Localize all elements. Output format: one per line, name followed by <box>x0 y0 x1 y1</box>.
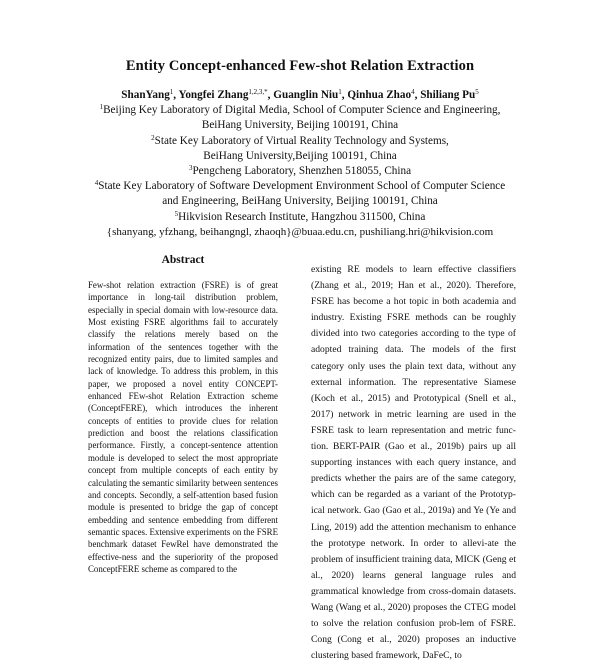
affiliation-text: Hikvision Research Institute, Hangzhou 311500, China <box>178 210 426 223</box>
author-name: ShanYang <box>121 89 170 101</box>
affiliation-text: State Key Laboratory of Virtual Reality Technology and Systems, <box>154 134 449 147</box>
contact-emails: {shanyang, yfzhang, beihangngl, zhaoqh}@buaa.edu.cn, pushiliang.hri@hikvision.com <box>106 225 494 238</box>
affiliation-line <box>0 134 600 149</box>
affiliation-line <box>0 103 600 118</box>
abstract-section <box>88 254 278 575</box>
author-affil-mark: 5 <box>475 88 479 96</box>
affiliation-text: BeiHang University,Beijing 100191, China <box>203 149 397 162</box>
affiliation-text: BeiHang University, Beijing 100191, China <box>201 119 399 132</box>
affiliation-mark: 4 <box>94 179 99 188</box>
abstract-body: Few-shot relation extraction (FSRE) is of great importance in long-tail distribution problem, especially in special domain with low-resource data. Most existing FSRE algorithms fail to accurately classify the relations merely based on the information of the sentences together with the recognized entity pairs, due to limited samples and lack of knowledge. To address this problem, in this paper, we proposed a novel entity CONCEPT-enhanced FEw-shot Relation Extraction scheme (ConceptFERE), which introduces the inherent concepts of entities to provide clues for relation prediction and boost the relations classification performance. Firstly, a concept-sentence attention module is developed to select the most appropriate concept from multiple concepts of each entity by calculating the semantic similarity between sentences and concepts. Secondly, a self-attention based fusion module is presented to bridge the gap of concept embedding and sentence embedding from different semantic spaces. Extensive experiments on the FSRE benchmark dataset FewRel have demonstrated the effective-ness and the superiority of the proposed ConceptFERE scheme as compared to the <box>88 280 279 574</box>
author-list: ShanYang$^1$, Yongfei Zhang$^{1,2,3,*}$, Guanglin Niu$^1$, Qinhua Zhao$^4$, Shiliang Pu$^5$ <box>121 88 479 101</box>
author-affil-mark: 4 <box>411 88 415 96</box>
affiliation-line <box>0 194 600 209</box>
paper-title: Entity Concept-enhanced Few-shot Relation Extraction <box>125 58 475 74</box>
author-name: Guanglin Niu <box>273 89 339 101</box>
affiliation-line <box>0 149 600 164</box>
affiliation-text: Pengcheng Laboratory, Shenzhen 518055, China <box>192 165 412 178</box>
affiliation-line <box>0 164 600 179</box>
affiliation-mark: 1 <box>99 103 104 112</box>
affiliation-mark: 2 <box>151 133 155 142</box>
intro-column <box>311 262 516 664</box>
affiliation-line <box>0 179 600 194</box>
affiliation-text: State Key Laboratory of Software Development Environment School of Computer Science <box>98 180 506 193</box>
author-name: Qinhua Zhao <box>347 89 412 101</box>
author-name: Yongfei Zhang <box>178 89 249 101</box>
author-affil-mark: 1,2,3,* <box>248 88 268 96</box>
affiliation-text: and Engineering, BeiHang University, Beijing 100191, China <box>162 195 438 208</box>
affiliation-mark: 5 <box>174 209 179 218</box>
abstract-heading: Abstract <box>161 254 205 266</box>
author-affil-mark: 1 <box>338 88 342 96</box>
affiliation-line <box>0 118 600 133</box>
affiliation-line <box>0 210 600 225</box>
affiliation-text: Beijing Key Laboratory of Digital Media, School of Computer Science and Engineering, <box>103 104 501 117</box>
intro-body: existing RE models to learn effective classifiers (Zhang et al., 2019; Han et al., 2020). Therefore, FSRE has become a hot topic in both academia and industry. Existing FSRE methods can be roughly divided into two categories according to the type of adopted training data. The models of the first category only uses the plain text data, without any external information. The representative Siamese (Koch et al., 2015) and Prototypical (Snell et al., 2017) network in metric learning are used in the FSRE task to learn representation and metric func-tion. BERT-PAIR (Gao et al., 2019b) pairs up all supporting instances with each query instance, and predicts whether the pairs are of the same category, which can be regarded as a variant of the Prototyp-ical network. Gao (Gao et al., 2019a) and Ye (Ye and Ling, 2019) add the attention mechanism to enhance the prototype network. In order to allevi-ate the problem of insufficient training data, MICK (Geng et al., 2020) learns general language rules and grammatical knowledge from cross-domain datasets. Wang (Wang et al., 2020) proposes the CTEG model to solve the relation confusion prob-lem of FSRE. Cong (Cong et al., 2020) proposes an inductive clustering based framework, DaFeC, to <box>311 264 516 662</box>
affiliation-mark: 3 <box>188 164 193 173</box>
author-name: Shiliang Pu <box>420 89 476 101</box>
author-block <box>0 88 600 240</box>
author-affil-mark: 1 <box>169 88 174 96</box>
